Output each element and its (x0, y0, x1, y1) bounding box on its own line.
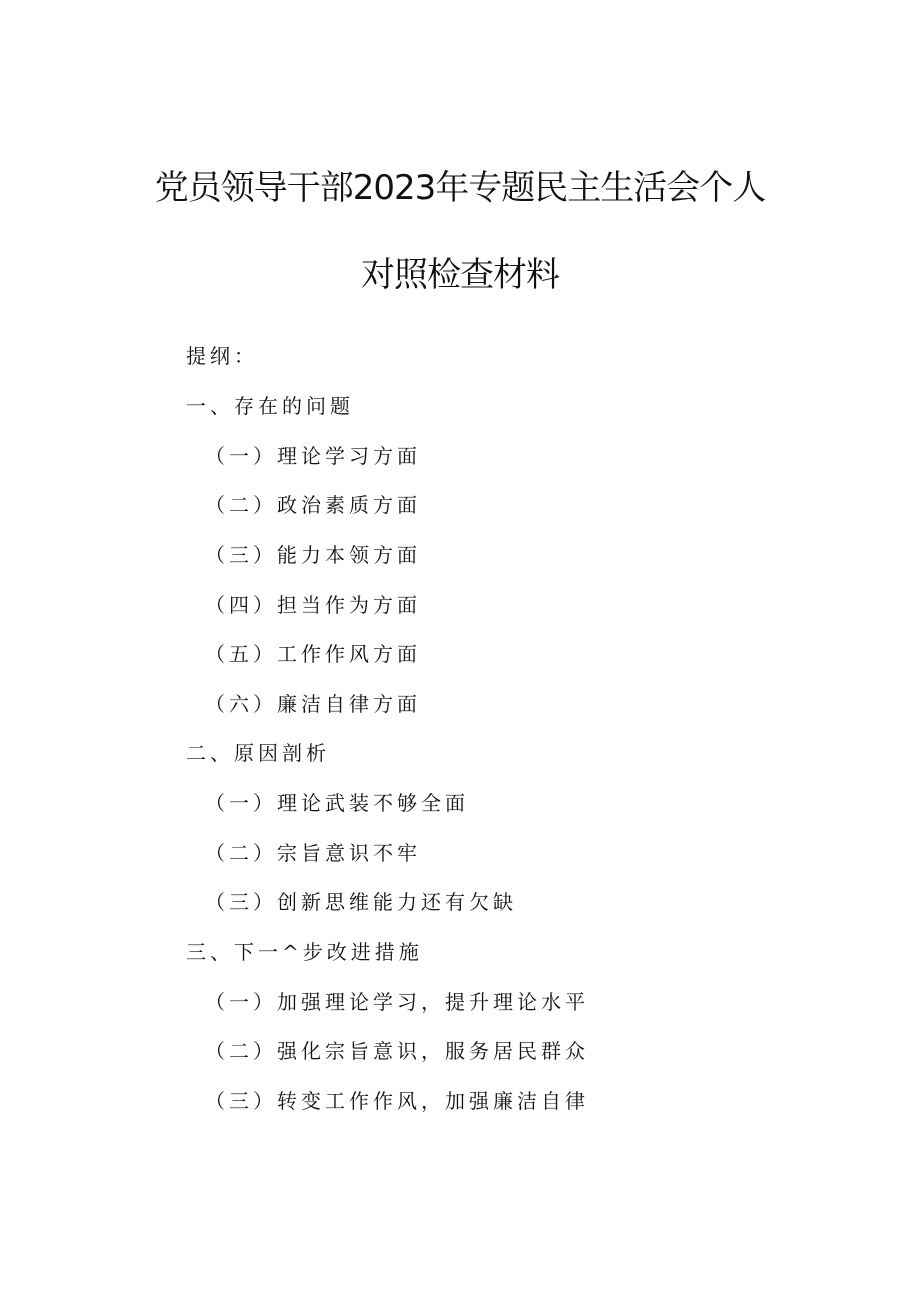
section-3-item: （三）转变工作作风，加强廉洁自律 (205, 1089, 589, 1113)
document-title-line-1: 党员领导干部2023年专题民主生活会个人 (154, 168, 766, 208)
section-heading-1: 一、存在的问题 (186, 394, 354, 418)
section-1-item: （四）担当作为方面 (205, 593, 421, 617)
section-1-item: （五）工作作风方面 (205, 642, 421, 666)
section-heading-3: 三、下一^步改进措施 (186, 940, 423, 964)
section-2-item: （一）理论武装不够全面 (205, 791, 469, 815)
section-1-item: （三）能力本领方面 (205, 543, 421, 567)
section-1-item: （一）理论学习方面 (205, 444, 421, 468)
outline-label: 提纲： (186, 344, 258, 368)
section-2-item: （二）宗旨意识不牢 (205, 841, 421, 865)
section-1-item: （二）政治素质方面 (205, 493, 421, 517)
section-3-item: （二）强化宗旨意识，服务居民群众 (205, 1039, 589, 1063)
section-3-item: （一）加强理论学习，提升理论水平 (205, 990, 589, 1014)
section-heading-2: 二、原因剖析 (186, 741, 330, 765)
document-title-line-2: 对照检查材料 (361, 255, 559, 295)
section-2-item: （三）创新思维能力还有欠缺 (205, 890, 517, 914)
section-1-item: （六）廉洁自律方面 (205, 692, 421, 716)
